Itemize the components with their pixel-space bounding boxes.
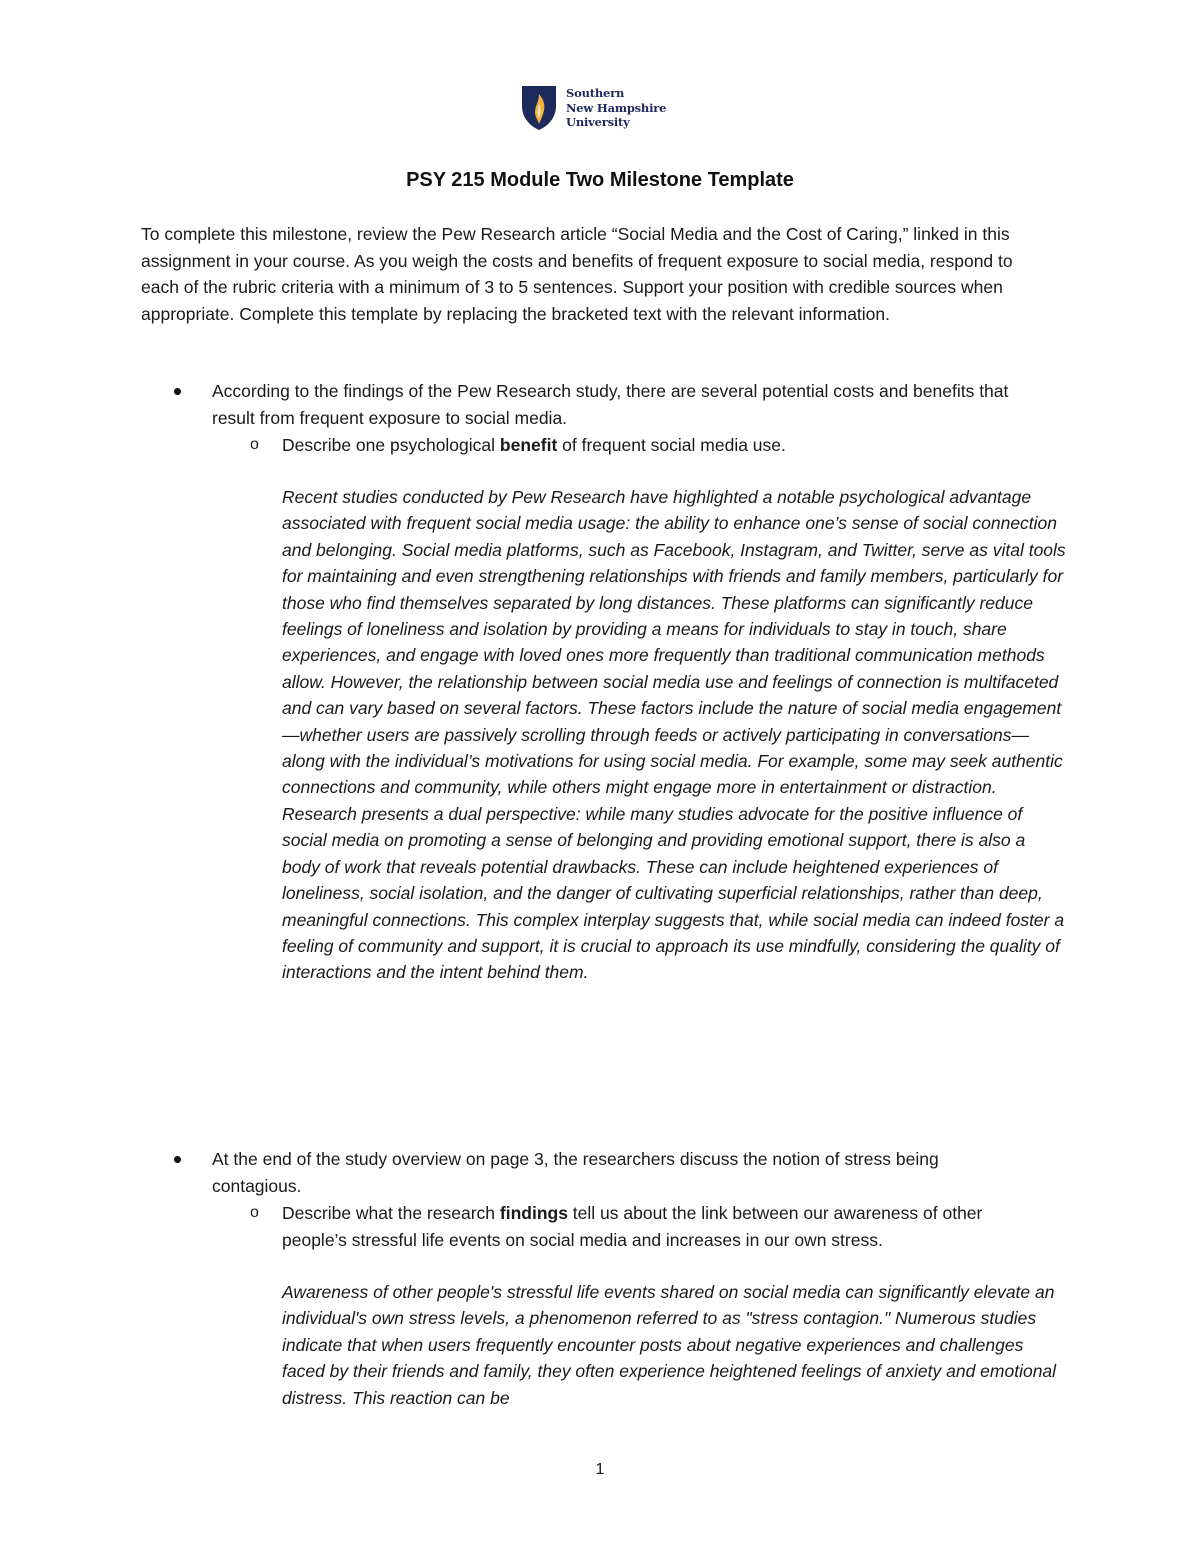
answer-1-paragraph: Recent studies conducted by Pew Research have highlighted a notable psychological advantage associated with frequent social media usage: the ability to enhance one’s sense of social connection and belonging. Social media platforms, such as Facebook, Instagram, and Twitter, serve as vital tools for maintaining and even strengthening relationships with friends and family members, particularly for those who find themselves separated by long distances. These platforms can significantly reduce feelings of loneliness and isolation by providing a means for individuals to stay in touch, share experiences, and engage with loved ones more frequently than traditional communication methods allow. However, the relationship between social media use and feelings of connection is multifaceted and can vary based on several factors. These factors include the nature of social media engagement—whether users are passively scrolling through feeds or actively participating in conversations—along with the individual’s motivations for using social media. For example, some may seek authentic connections and community, while others might engage more in entertainment or distraction. Research presents a dual perspective: while many studies advocate for the positive influence of social media on promoting a sense of belonging and providing emotional support, there is also a body of work that reveals potential drawbacks. These can include heightened experiences of loneliness, social isolation, and the danger of cultivating superficial relationships, rather than deep, meaningful connections. This complex interplay suggests that, while social media can indeed foster a feeling of community and support, it is crucial to approach its use mindfully, considering the quality of interactions and the intent behind them.	[282, 487, 1066, 983]
logo-line-3: University	[566, 115, 630, 129]
bullet-1-text: According to the findings of the Pew Research study, there are several potential costs and benefits that result from frequent exposure to social media.	[212, 381, 1009, 428]
university-logo	[520, 84, 690, 134]
sub-2-text-before: Describe what the research	[282, 1203, 500, 1223]
bullet-2-text: At the end of the study overview on page 3, the researchers discuss the notion of stress being contagious.	[212, 1149, 939, 1196]
document-title: PSY 215 Module Two Milestone Template	[406, 169, 794, 191]
sub-1-text-before: Describe one psychological	[282, 435, 500, 455]
logo-line-1: Southern	[566, 86, 625, 100]
sub-bullet-2-marker: o	[250, 1204, 259, 1221]
sub-2-text-after: tell us about the link between our awareness of other people’s stressful life events on social media and increases in our own stress.	[282, 1203, 983, 1250]
sub-2-emphasis: findings	[499, 1203, 568, 1223]
page-number: 1	[595, 1461, 605, 1478]
sub-1-emphasis: benefit	[499, 435, 558, 455]
sub-1-text-after: of frequent social media use.	[557, 435, 786, 455]
sub-bullet-2-text	[282, 1200, 1042, 1253]
logo-line-2: New Hampshire	[566, 100, 667, 115]
shield-flame-icon	[520, 84, 558, 132]
answer-2-paragraph: Awareness of other people's stressful life events shared on social media can significantly elevate an individual's own stress levels, a phenomenon referred to as "stress contagion." Numerous studies indicate that when users frequently encounter posts about negative experiences and challenges faced by their friends and family, they often experience heightened feelings of anxiety and emotional distress. This reaction can be	[282, 1282, 1057, 1408]
sub-bullet-1-text	[282, 432, 1042, 459]
logo-wordmark	[566, 86, 696, 130]
bullet-2-dot	[174, 1156, 181, 1163]
bullet-1-dot	[174, 388, 181, 395]
intro-paragraph: To complete this milestone, review the Pew Research article “Social Media and the Cost of Caring,” linked in this assignment in your course. As you weigh the costs and benefits of frequent exposure to social media, respond to each of the rubric criteria with a minimum of 3 to 5 sentences. Support your position with credible sources when appropriate. Complete this template by replacing the bracketed text with the relevant information.	[141, 224, 1013, 324]
sub-bullet-1-marker: o	[250, 436, 259, 453]
